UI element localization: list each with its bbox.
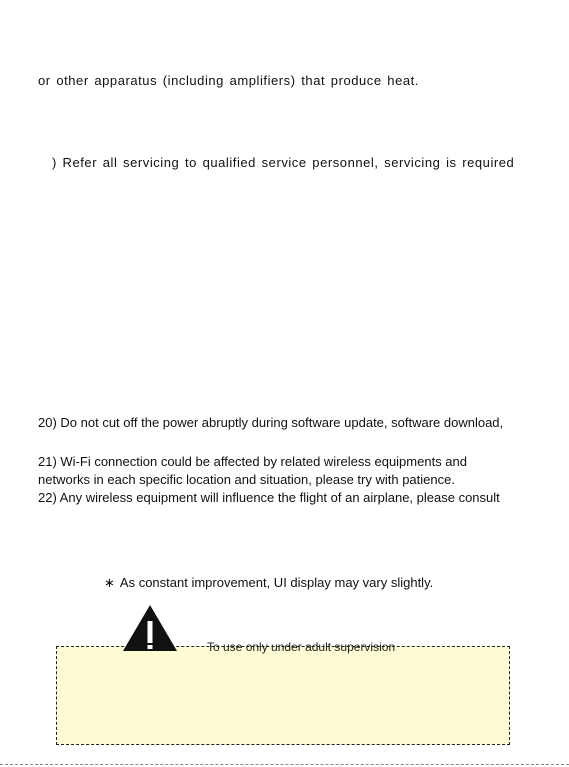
asterisk-icon: ∗ bbox=[104, 575, 115, 590]
text-line-item-21-continued: networks in each specific location and situation, please try with patience. bbox=[38, 472, 455, 487]
warning-box bbox=[56, 646, 510, 745]
text-line-item-22: 22) Any wireless equipment will influence the flight of an airplane, please consult bbox=[38, 490, 500, 505]
text-line-apparatus-heat: or other apparatus (including amplifiers) that produce heat. bbox=[38, 73, 419, 88]
text-line-item-20: 20) Do not cut off the power abruptly during software update, software download, bbox=[38, 415, 504, 430]
text-line-item-21: 21) Wi-Fi connection could be affected by related wireless equipments and bbox=[38, 454, 467, 469]
warning-triangle-icon bbox=[122, 604, 178, 652]
ui-display-note bbox=[104, 575, 433, 591]
ui-display-note-text: As constant improvement, UI display may vary slightly. bbox=[119, 575, 434, 590]
text-line-servicing: ) Refer all servicing to qualified service personnel, servicing is required bbox=[52, 155, 515, 170]
warning-text: To use only under adult supervision bbox=[207, 640, 396, 654]
page-bottom-divider bbox=[0, 764, 569, 765]
